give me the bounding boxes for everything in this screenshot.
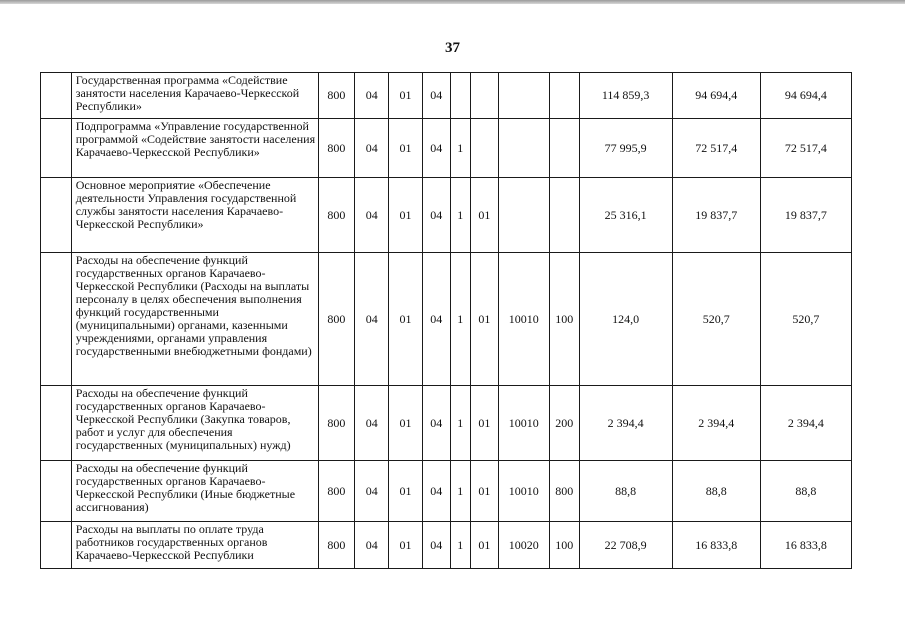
cell-direction: 10010: [498, 253, 549, 386]
cell-subprogram: 1: [450, 386, 470, 461]
cell-program: 04: [422, 73, 450, 119]
cell-activity: 01: [471, 253, 499, 386]
cell-subsection: 01: [389, 119, 423, 178]
cell-ministry: 800: [318, 386, 355, 461]
cell-amount-1: 114 859,3: [579, 73, 672, 119]
scan-top-edge: [0, 0, 905, 4]
cell-amount-2: 72 517,4: [672, 119, 760, 178]
cell-amount-3: 88,8: [760, 461, 851, 522]
cell-activity: 01: [471, 386, 499, 461]
cell-activity: [471, 119, 499, 178]
cell-direction: [498, 73, 549, 119]
cell-subsection: 01: [389, 386, 423, 461]
cell-subprogram: 1: [450, 253, 470, 386]
cell-amount-3: 19 837,7: [760, 178, 851, 253]
table-row: [41, 73, 852, 119]
cell-subsection: 01: [389, 178, 423, 253]
cell-amount-1: 25 316,1: [579, 178, 672, 253]
table-row: [41, 178, 852, 253]
row-name: Расходы на обеспечение функций государственных органов Карачаево-Черкесской Республики (Иные бюджетные ассигнования): [71, 461, 318, 522]
cell-amount-3: 2 394,4: [760, 386, 851, 461]
cell-expense-type: 100: [549, 522, 579, 569]
cell-section: 04: [355, 253, 389, 386]
cell-amount-3: 520,7: [760, 253, 851, 386]
table-body: [41, 73, 852, 569]
cell-amount-2: 19 837,7: [672, 178, 760, 253]
row-name: Расходы на выплаты по оплате труда работников государственных органов Карачаево-Черкесской Республики: [71, 522, 318, 569]
row-index-cell: [41, 73, 72, 119]
cell-program: 04: [422, 522, 450, 569]
cell-expense-type: 100: [549, 253, 579, 386]
cell-expense-type: [549, 119, 579, 178]
cell-program: 04: [422, 178, 450, 253]
cell-amount-1: 77 995,9: [579, 119, 672, 178]
row-index-cell: [41, 461, 72, 522]
table-row: [41, 386, 852, 461]
cell-amount-3: 94 694,4: [760, 73, 851, 119]
cell-subprogram: 1: [450, 522, 470, 569]
cell-amount-1: 2 394,4: [579, 386, 672, 461]
cell-ministry: 800: [318, 119, 355, 178]
cell-section: 04: [355, 522, 389, 569]
cell-direction: 10010: [498, 386, 549, 461]
cell-subsection: 01: [389, 461, 423, 522]
cell-direction: [498, 178, 549, 253]
cell-expense-type: 800: [549, 461, 579, 522]
row-name: Расходы на обеспечение функций государственных органов Карачаево-Черкесской Республики (Закупка товаров, работ и услуг для обеспечения государственных (муниципальных) нужд): [71, 386, 318, 461]
page-number: 37: [445, 40, 460, 56]
cell-amount-3: 16 833,8: [760, 522, 851, 569]
cell-subprogram: [450, 73, 470, 119]
cell-ministry: 800: [318, 253, 355, 386]
cell-ministry: 800: [318, 461, 355, 522]
row-index-cell: [41, 119, 72, 178]
cell-section: 04: [355, 73, 389, 119]
cell-amount-2: 2 394,4: [672, 386, 760, 461]
cell-amount-2: 88,8: [672, 461, 760, 522]
row-index-cell: [41, 522, 72, 569]
cell-expense-type: [549, 178, 579, 253]
row-index-cell: [41, 253, 72, 386]
cell-amount-1: 88,8: [579, 461, 672, 522]
cell-section: 04: [355, 461, 389, 522]
cell-amount-2: 520,7: [672, 253, 760, 386]
cell-section: 04: [355, 178, 389, 253]
table-row: [41, 461, 852, 522]
table-row: [41, 522, 852, 569]
row-index-cell: [41, 386, 72, 461]
cell-activity: 01: [471, 178, 499, 253]
cell-ministry: 800: [318, 73, 355, 119]
cell-activity: [471, 73, 499, 119]
cell-program: 04: [422, 461, 450, 522]
cell-amount-1: 124,0: [579, 253, 672, 386]
table-row: [41, 253, 852, 386]
cell-expense-type: 200: [549, 386, 579, 461]
cell-direction: 10010: [498, 461, 549, 522]
cell-subsection: 01: [389, 253, 423, 386]
cell-ministry: 800: [318, 522, 355, 569]
cell-program: 04: [422, 386, 450, 461]
cell-subprogram: 1: [450, 461, 470, 522]
cell-amount-2: 16 833,8: [672, 522, 760, 569]
cell-direction: [498, 119, 549, 178]
cell-subsection: 01: [389, 522, 423, 569]
row-name: Государственная программа «Содействие занятости населения Карачаево-Черкесской Республики»: [71, 73, 318, 119]
cell-program: 04: [422, 253, 450, 386]
cell-amount-3: 72 517,4: [760, 119, 851, 178]
cell-section: 04: [355, 119, 389, 178]
cell-subprogram: 1: [450, 119, 470, 178]
row-name: Основное мероприятие «Обеспечение деятельности Управления государственной службы занятости населения Карачаево-Черкесской Республики»: [71, 178, 318, 253]
row-name: Подпрограмма «Управление государственной программой «Содействие занятости населения Карачаево-Черкесской Республики»: [71, 119, 318, 178]
cell-expense-type: [549, 73, 579, 119]
cell-subsection: 01: [389, 73, 423, 119]
cell-program: 04: [422, 119, 450, 178]
cell-ministry: 800: [318, 178, 355, 253]
cell-subprogram: 1: [450, 178, 470, 253]
row-index-cell: [41, 178, 72, 253]
cell-activity: 01: [471, 461, 499, 522]
cell-amount-1: 22 708,9: [579, 522, 672, 569]
cell-section: 04: [355, 386, 389, 461]
cell-direction: 10020: [498, 522, 549, 569]
cell-amount-2: 94 694,4: [672, 73, 760, 119]
budget-table: [40, 72, 852, 569]
table-row: [41, 119, 852, 178]
row-name: Расходы на обеспечение функций государственных органов Карачаево-Черкесской Республики (Расходы на выплаты персоналу в целях обеспечения выполнения функций государственными (муниципальными) органами, казенными учреждениями, органами управления государственными внебюджетными фондами): [71, 253, 318, 386]
cell-activity: 01: [471, 522, 499, 569]
